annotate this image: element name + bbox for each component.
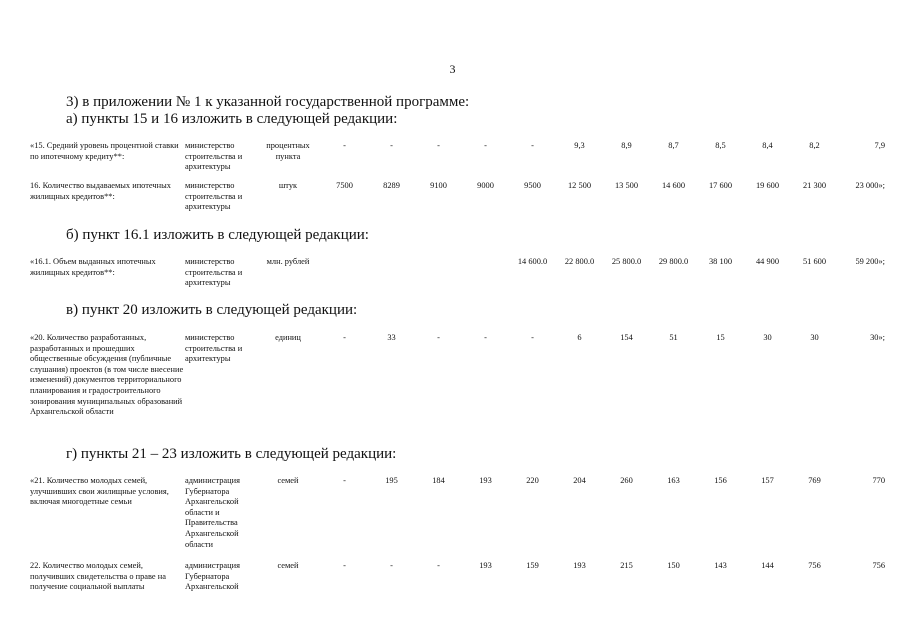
row-ministry: администрация Губернатора Архангельской: [185, 561, 240, 592]
row-value: 159: [526, 561, 539, 570]
row-ministry: министерство строительства и архитектуры: [185, 257, 243, 288]
row-value: 770: [872, 476, 885, 485]
table-row: [30, 181, 889, 213]
row-value: 144: [761, 561, 774, 570]
row-value: 756: [808, 561, 821, 570]
row-value: 184: [432, 476, 445, 485]
row-value: 14 600.0: [517, 257, 548, 266]
heading-d: г) пункты 21 – 23 изложить в следующей редакции:: [66, 446, 397, 462]
row-value: 29 800.0: [658, 257, 689, 266]
row-value: 9500: [524, 181, 541, 190]
row-value: 260: [620, 476, 633, 485]
row-value: 9100: [430, 181, 447, 190]
page-number: 3: [449, 62, 456, 76]
row-value: 51 600: [802, 257, 827, 266]
row-value: 14 600: [661, 181, 686, 190]
row-value: 220: [526, 476, 539, 485]
heading-c: в) пункт 20 изложить в следующей редакции:: [66, 302, 358, 318]
row-name: «16.1. Объем выданных ипотечных жилищных кредитов**:: [30, 257, 156, 277]
row-value: 8,9: [621, 141, 632, 150]
table-row: [30, 257, 889, 289]
row-value: 8289: [383, 181, 400, 190]
row-value: 6: [577, 333, 582, 342]
row-value: -: [437, 333, 440, 342]
row-value: -: [343, 476, 346, 485]
row-value: -: [343, 141, 346, 150]
row-value: 13 500: [614, 181, 639, 190]
row-value: -: [531, 333, 534, 342]
row-value: 769: [808, 476, 821, 485]
intro-line: 3) в приложении № 1 к указанной государственной программе:: [66, 94, 470, 110]
row-value: 8,4: [762, 141, 773, 150]
row-value: 33: [387, 333, 396, 342]
row-unit: штук: [278, 181, 298, 190]
row-value: 30»;: [870, 333, 885, 342]
row-value: 193: [573, 561, 586, 570]
row-value: 15: [716, 333, 725, 342]
table-row: [30, 141, 889, 173]
row-value: 9,3: [574, 141, 585, 150]
row-value: 150: [667, 561, 680, 570]
row-value: 195: [385, 476, 398, 485]
table-row: [30, 333, 889, 418]
table-row: [30, 561, 889, 593]
row-value: [368, 257, 415, 289]
row-value: 215: [620, 561, 633, 570]
row-value: 23 000»;: [855, 181, 885, 190]
row-value: 157: [761, 476, 774, 485]
row-value: 30: [763, 333, 772, 342]
row-ministry: министерство строительства и архитектуры: [185, 181, 243, 212]
row-value: 44 900: [755, 257, 780, 266]
row-name: 22. Количество молодых семей, получивших свидетельства о праве на получение социальной выплаты: [30, 561, 166, 592]
row-value: -: [531, 141, 534, 150]
row-value: 7500: [336, 181, 353, 190]
row-name: «21. Количество молодых семей, улучшивших свои жилищные условия, включая многодетные семьи: [30, 476, 169, 507]
row-value: 7,9: [874, 141, 885, 150]
row-value: 193: [479, 476, 492, 485]
row-value: 22 800.0: [564, 257, 595, 266]
row-value: 17 600: [708, 181, 733, 190]
row-value: 59 200»;: [855, 257, 885, 266]
heading-a: а) пункты 15 и 16 изложить в следующей редакции:: [66, 111, 398, 127]
row-value: 8,5: [715, 141, 726, 150]
row-value: -: [437, 141, 440, 150]
row-value: -: [390, 561, 393, 570]
row-value: 9000: [477, 181, 494, 190]
row-value: 204: [573, 476, 586, 485]
row-value: 12 500: [567, 181, 592, 190]
row-unit: единиц: [275, 333, 301, 342]
row-value: 8,2: [809, 141, 820, 150]
row-unit: процентных пункта: [266, 141, 310, 161]
row-value: 8,7: [668, 141, 679, 150]
row-value: 19 600: [755, 181, 780, 190]
row-value: -: [390, 141, 393, 150]
row-unit: семей: [277, 476, 299, 485]
row-value: 143: [714, 561, 727, 570]
row-name: «20. Количество разработанных, разработанных и прошедших общественные обсуждения (публичные слушания) проектов (в том числе внесение изменений) документов территориального планирования и градостроительного зонирования муниципальных образований Архангельской области: [30, 333, 184, 417]
row-value: 21 300: [802, 181, 827, 190]
heading-b: б) пункт 16.1 изложить в следующей редакции:: [66, 227, 369, 243]
row-value: 193: [479, 561, 492, 570]
row-value: 156: [714, 476, 727, 485]
row-ministry: министерство строительства и архитектуры: [185, 333, 243, 364]
row-name: 16. Количество выдаваемых ипотечных жилищных кредитов**:: [30, 181, 171, 201]
row-value: 25 800.0: [611, 257, 642, 266]
row-value: -: [343, 333, 346, 342]
row-unit: семей: [277, 561, 299, 570]
row-value: [415, 257, 462, 289]
row-value: 163: [667, 476, 680, 485]
row-value: -: [437, 561, 440, 570]
row-ministry: министерство строительства и архитектуры: [185, 141, 243, 172]
row-value: 30: [810, 333, 819, 342]
row-value: 154: [620, 333, 633, 342]
row-value: -: [484, 333, 487, 342]
row-value: 38 100: [708, 257, 733, 266]
row-unit: млн. рублей: [266, 257, 310, 266]
row-value: [321, 257, 368, 289]
row-value: 756: [872, 561, 885, 570]
row-value: -: [484, 141, 487, 150]
table-row: [30, 476, 889, 550]
row-ministry: администрация Губернатора Архангельской области и Правительства Архангельской области: [185, 476, 240, 549]
row-value: -: [343, 561, 346, 570]
row-value: 51: [669, 333, 678, 342]
row-value: [462, 257, 509, 289]
row-name: «15. Средний уровень процентной ставки по ипотечному кредиту**:: [30, 141, 179, 161]
